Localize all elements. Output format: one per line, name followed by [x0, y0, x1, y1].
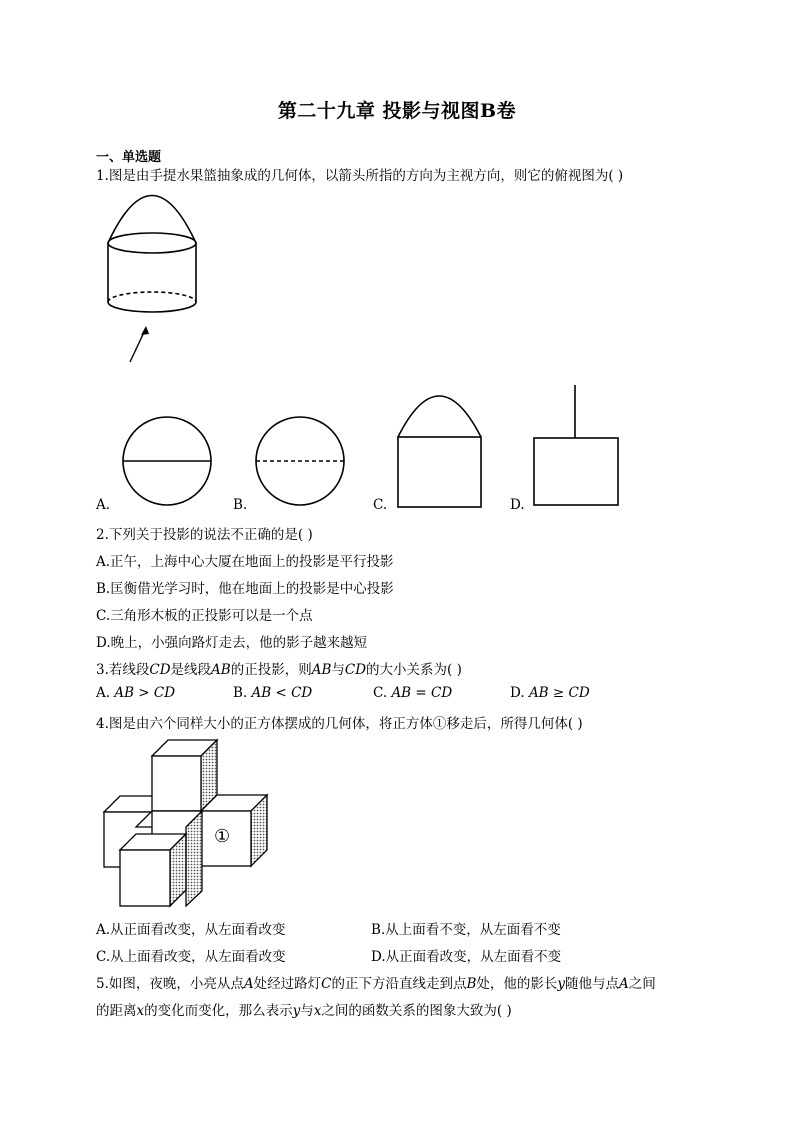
q5-text: 处经过路灯 — [253, 976, 322, 992]
section-heading: 一、单选题 — [96, 150, 162, 165]
q3-text: 是线段 — [170, 662, 212, 678]
q3-option-math: AB ≥ CD — [528, 685, 590, 701]
q3-var-ab: AB — [211, 662, 231, 678]
q3-text: 与 — [331, 662, 345, 678]
q2-option-b[interactable]: B.匡衡借光学习时，他在地面上的投影是中心投影 — [96, 581, 394, 597]
q4-option-b[interactable]: B.从上面看不变，从左面看不变 — [371, 922, 561, 938]
q3-option-math: AB = CD — [391, 685, 453, 701]
basket-solid-figure — [100, 188, 220, 368]
q1-option-c-label[interactable]: C. — [373, 497, 388, 513]
q3-option-a[interactable] — [96, 685, 175, 701]
six-cubes-figure — [100, 740, 275, 910]
q2-option-c[interactable]: C.三角形木板的正投影可以是一个点 — [96, 608, 313, 624]
cube-one-marker: ① — [214, 826, 231, 847]
q5-var-y: y — [557, 976, 566, 992]
q5-point-a: A — [243, 976, 254, 992]
q5-text: 与 — [300, 1003, 314, 1019]
q3-text: 的大小关系为( ) — [366, 662, 462, 678]
page-title: 第二十九章 投影与视图B卷 — [277, 100, 517, 122]
q4-option-d[interactable]: D.从正面看改变，从左面看不变 — [371, 949, 562, 965]
q3-option-label: B. — [233, 685, 248, 701]
option-d-figure — [532, 383, 632, 513]
q5-text: 处，他的影长 — [476, 976, 558, 992]
q4-option-c[interactable]: C.从上面看改变，从左面看改变 — [96, 949, 286, 965]
q3-option-label: C. — [373, 685, 388, 701]
q5-point-b: B — [466, 976, 477, 992]
q5-var-x: x — [313, 1003, 322, 1019]
q1-option-d-label[interactable]: D. — [510, 497, 525, 513]
q5-text: 之间 — [628, 976, 656, 992]
q5-var-x: x — [136, 1003, 145, 1019]
q2-option-d[interactable]: D.晚上，小强向路灯走去，他的影子越来越短 — [96, 635, 368, 651]
q5-text: 的距离 — [96, 1003, 137, 1019]
q3-text: 3.若线段 — [96, 662, 150, 678]
q5-var-y: y — [292, 1003, 301, 1019]
option-c-figure — [395, 385, 495, 515]
q3-var-cd: CD — [344, 662, 367, 678]
q5-point-a: A — [619, 976, 629, 992]
q3-option-math: AB > CD — [114, 685, 176, 701]
q2-stem: 2.下列关于投影的说法不正确的是( ) — [96, 527, 313, 543]
q3-stem — [96, 658, 462, 678]
q3-option-d[interactable] — [510, 685, 590, 701]
q5-stem-line-1 — [96, 972, 656, 992]
q4-stem: 4.图是由六个同样大小的正方体摆成的几何体，将正方体①移走后，所得几何体( ) — [96, 716, 583, 732]
q3-var-cd: CD — [149, 662, 171, 678]
q1-option-a-label[interactable]: A. — [96, 497, 111, 513]
q3-option-b[interactable] — [233, 685, 312, 701]
q1-stem: 1.图是由手提水果篮抽象成的几何体，以箭头所指的方向为主视方向，则它的俯视图为( ) — [96, 168, 624, 184]
q4-option-a[interactable]: A.从正面看改变，从左面看改变 — [96, 922, 286, 938]
option-b-figure — [253, 414, 353, 514]
q1-option-b-label[interactable]: B. — [233, 497, 248, 513]
q3-option-label: D. — [510, 685, 525, 701]
q5-text: 随他与点 — [565, 976, 620, 992]
q3-text: 的正投影，则 — [230, 662, 312, 678]
q5-text: 之间的函数关系的图象大致为( ) — [321, 1003, 512, 1019]
q3-option-math: AB < CD — [251, 685, 313, 701]
q5-point-c: C — [321, 976, 332, 992]
q2-option-a[interactable]: A.正午，上海中心大厦在地面上的投影是平行投影 — [96, 554, 394, 570]
q3-var-ab: AB — [311, 662, 332, 678]
option-a-figure — [120, 414, 220, 514]
q3-option-c[interactable] — [373, 685, 452, 701]
q5-text: 的变化而变化，那么表示 — [144, 1003, 293, 1019]
q3-option-label: A. — [96, 685, 111, 701]
q5-text: 5.如图，夜晚，小亮从点 — [96, 976, 244, 992]
q5-text: 的正下方沿直线走到点 — [331, 976, 467, 992]
q5-stem-line-2 — [96, 999, 512, 1019]
